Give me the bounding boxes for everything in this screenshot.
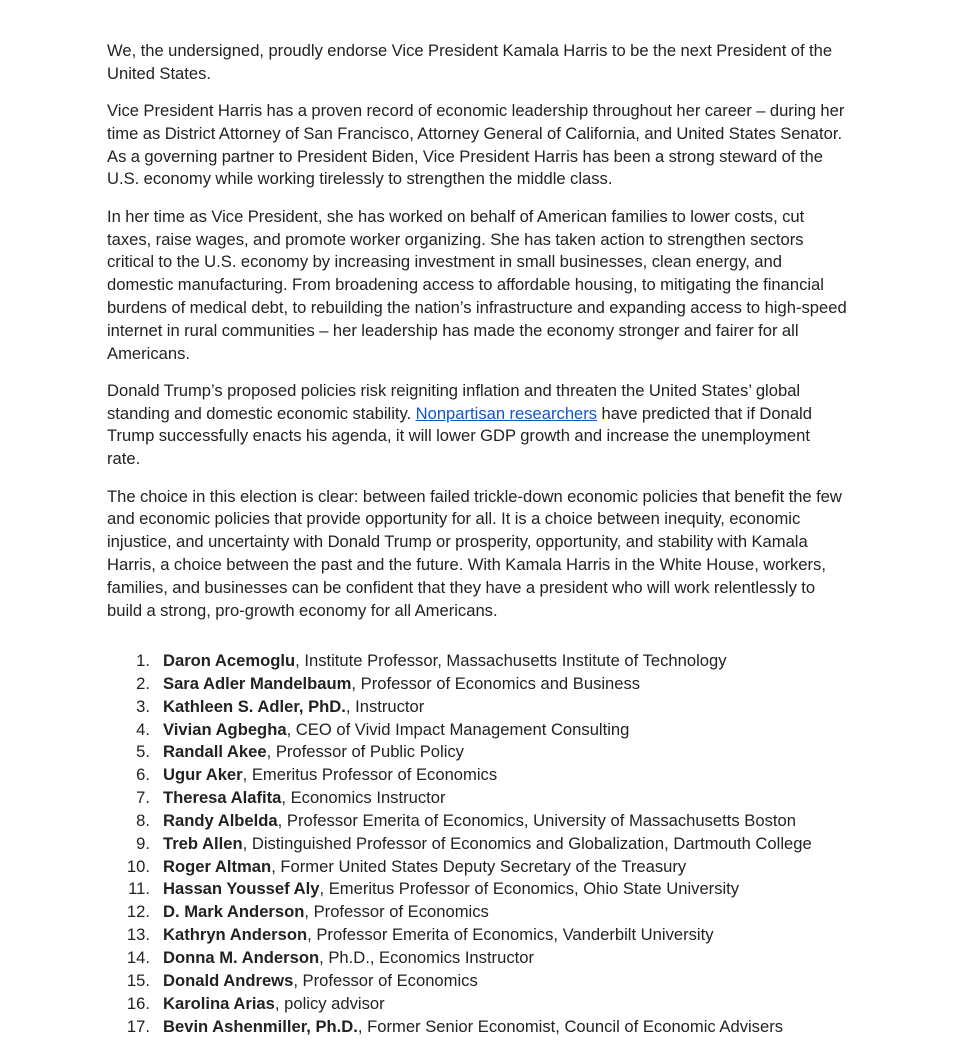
- signer-name: Randy Albelda: [163, 810, 278, 830]
- list-item: [107, 856, 937, 879]
- list-item: [107, 833, 937, 856]
- list-number: 13.: [126, 925, 150, 945]
- list-item: [107, 901, 937, 924]
- paragraph-vice-presidency: In her time as Vice President, she has worked on behalf of American families to lower costs, cut taxes, raise wages, and promote worker organizing. She has taken action to strengthen sectors critical to the U.S. economy by increasing investment in small businesses, clean energy, and domestic manufacturing. From broadening access to affordable housing, to mitigating the financial burdens of medical debt, to rebuilding the nation’s infrastructure and expanding access to high-speed internet in rural communities – her leadership has made the economy stronger and fairer for all Americans.: [107, 206, 847, 363]
- list-number: 8.: [136, 810, 150, 830]
- list-number: 7.: [136, 788, 150, 808]
- signer-title: , policy advisor: [274, 993, 385, 1013]
- list-number: 9.: [136, 833, 150, 853]
- paragraph-choice: The choice in this election is clear: between failed trickle-down economic policies that benefit the few and economic policies that provide opportunity for all. It is a choice between inequity, economic injustice, and uncertainty with Donald Trump or prosperity, opportunity, and stability with Kamala Harris, a choice between the past and the future. With Kamala Harris in the White House, workers, families, and businesses can be confident that they have a president who will work relentlessly to build a strong, pro-growth economy for all Americans.: [107, 486, 842, 620]
- signer-title: , Professor Emerita of Economics, University of Massachusetts Boston: [277, 810, 796, 830]
- signer-name: Bevin Ashenmiller, Ph.D.: [163, 1016, 358, 1036]
- list-number: 5.: [136, 742, 150, 762]
- signer-title: , Ph.D., Economics Instructor: [319, 947, 534, 967]
- list-item: [107, 1016, 937, 1039]
- signer-title: , Professor of Economics: [304, 902, 489, 922]
- signer-name: Donna M. Anderson: [163, 947, 320, 967]
- signer-name: Kathleen S. Adler, PhD.: [163, 696, 346, 716]
- list-number: 4.: [136, 719, 150, 739]
- list-item: [107, 810, 937, 833]
- signer-title: , Former United States Deputy Secretary of the Treasury: [271, 856, 687, 876]
- paragraph-trump-text-start: Donald Trump’s proposed policies risk reigniting inflation and threaten the United States’ global standing and domestic economic stability.: [107, 380, 801, 423]
- signer-name: Vivian Agbegha: [163, 719, 287, 739]
- list-item: [107, 970, 937, 993]
- list-item: [107, 719, 937, 742]
- signer-name: Hassan Youssef Aly: [163, 879, 320, 899]
- list-item: [107, 764, 937, 787]
- list-number: 10.: [126, 856, 150, 876]
- signer-name: Karolina Arias: [163, 993, 275, 1013]
- signer-name: D. Mark Anderson: [163, 902, 305, 922]
- list-item: [107, 696, 937, 719]
- letter-body: [107, 40, 847, 637]
- signer-name: Daron Acemoglu: [163, 651, 296, 670]
- list-number: 16.: [126, 993, 150, 1013]
- list-item: [107, 673, 937, 696]
- signatory-list: [107, 650, 937, 1038]
- list-number: 15.: [126, 970, 150, 990]
- list-item: [107, 993, 937, 1016]
- signer-title: , Former Senior Economist, Council of Economic Advisers: [357, 1016, 784, 1036]
- list-number: 11.: [128, 879, 150, 899]
- signer-title: , Economics Instructor: [281, 788, 446, 808]
- list-item: [107, 878, 937, 901]
- list-item: [107, 741, 937, 764]
- list-item: [107, 947, 937, 970]
- signer-name: Treb Allen: [163, 833, 243, 853]
- signer-name: Roger Altman: [163, 856, 272, 876]
- signer-title: , CEO of Vivid Impact Management Consulting: [286, 719, 630, 739]
- paragraph-trump-policies: [107, 380, 847, 471]
- signer-name: Donald Andrews: [163, 970, 294, 990]
- signer-name: Ugur Aker: [163, 765, 243, 785]
- signer-title: , Institute Professor, Massachusetts Institute of Technology: [295, 651, 727, 670]
- list-item: [107, 787, 937, 810]
- signer-title: , Instructor: [345, 696, 425, 716]
- signer-title: , Professor of Public Policy: [266, 742, 464, 762]
- nonpartisan-researchers-link[interactable]: Nonpartisan researchers: [415, 403, 598, 423]
- list-number: 12.: [126, 902, 150, 922]
- list-number: 6.: [136, 765, 150, 785]
- list-item: [107, 650, 937, 673]
- list-number: 2.: [136, 673, 150, 693]
- signer-name: Theresa Alafita: [163, 788, 282, 808]
- list-item: [107, 924, 937, 947]
- signer-name: Randall Akee: [163, 742, 267, 762]
- signer-title: , Professor of Economics and Business: [351, 673, 641, 693]
- list-number: 1.: [136, 651, 150, 670]
- signer-title: , Distinguished Professor of Economics and Globalization, Dartmouth College: [242, 833, 812, 853]
- signer-title: , Emeritus Professor of Economics: [242, 765, 498, 785]
- list-number: 14.: [126, 947, 150, 967]
- paragraph-endorsement: We, the undersigned, proudly endorse Vice President Kamala Harris to be the next President of the United States.: [107, 41, 833, 83]
- signer-title: , Emeritus Professor of Economics, Ohio State University: [319, 879, 740, 899]
- signer-name: Kathryn Anderson: [163, 925, 308, 945]
- paragraph-record: Vice President Harris has a proven record of economic leadership throughout her career – during her time as District Attorney of San Francisco, Attorney General of California, and United States Senator. As a governing partner to President Biden, Vice President Harris has been a strong steward of the U.S. economy while working tirelessly to strengthen the middle class.: [107, 101, 845, 189]
- signer-title: , Professor of Economics: [293, 970, 478, 990]
- signer-title: , Professor Emerita of Economics, Vanderbilt University: [307, 925, 714, 945]
- signer-name: Sara Adler Mandelbaum: [163, 673, 352, 693]
- list-number: 3.: [136, 696, 150, 716]
- paragraph-trump-text-end: have predicted that if Donald Trump successfully enacts his agenda, it will lower GDP growth and increase the unemployment rate.: [107, 403, 812, 469]
- list-number: 17.: [126, 1016, 150, 1036]
